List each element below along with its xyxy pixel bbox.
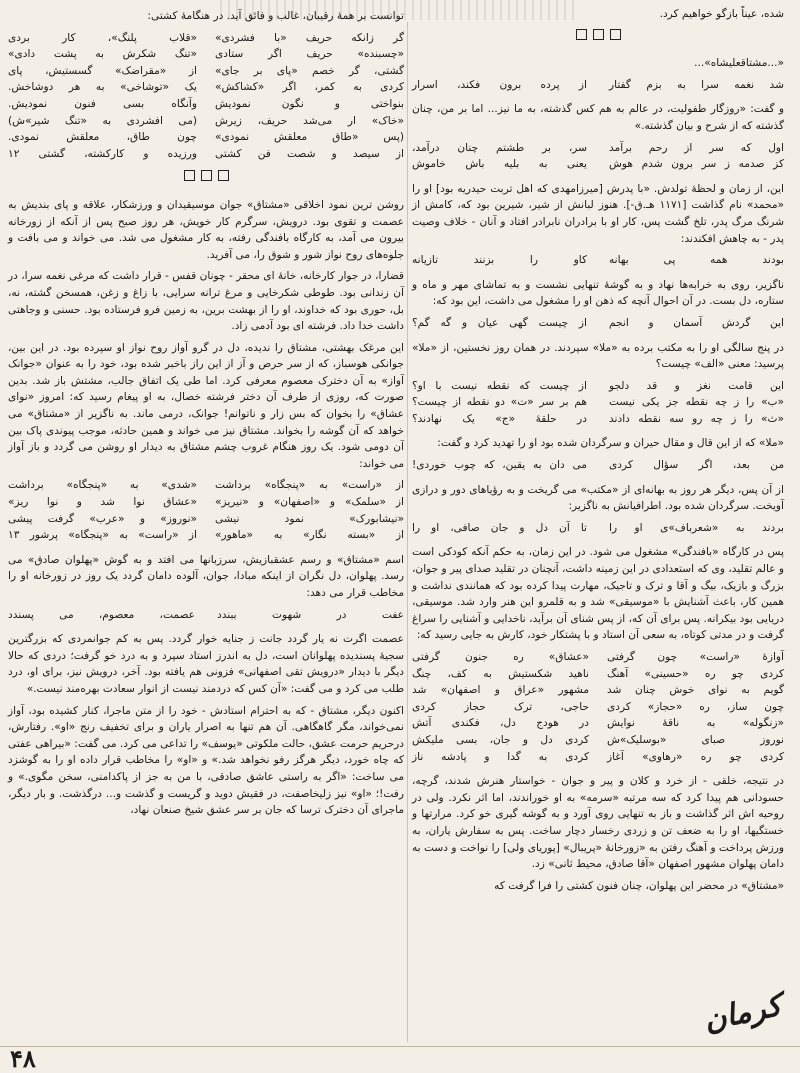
poem-block bbox=[412, 649, 784, 765]
paragraph: اکنون دیگر، مشتاق - که به احترام استادش - خود را از متن ماجرا، کنار کشیده بود، آواز نمی‌خواند، مگر گاهگاهی. آن هم تنها به اصرار یاران و برای تخفیف رنج «او». رفتارش، درحریم حرمت عشق، حالت ملکوتی «یوسف» را تداعی می کرد. می گفت: «بیراهی عفتی که چاه خورد، دیگر هرگز رفو نخواهد شد.» و «او» را مخاطب قرار داده او را به گوشزد می ساخت: «اگر به راستی عاشق صادقی، با من به جز از پاکدامنی، سخن مگوی.» و رفت!؛ «او» نیز زلیخاصفت، در فقیش دوید و گریست و گذشت و... درگذشت. و بار دیگر، ماجرای آن دخترک ترسا که جان بر سر عشق شیخ صنعان نهاد، bbox=[8, 704, 404, 817]
verse-line: «ث» را ز چه رو سه نقطه دادند bbox=[609, 412, 784, 425]
verse-line: ورزیده و کارکشته، گشتی ۱۲ bbox=[8, 147, 197, 160]
verse-line: از «مقراضک» گسستیش، پای bbox=[8, 64, 197, 77]
paragraph: عصمت اگرت نه یار گردد جانت ز جنایه خوار گردد. پس به کم جوانمردی که بزرگترین سجیهٔ پسندیده پهلوانان است، دل به اندرز استاد سپرد و به درد خو گرفت؛ دردی که حالا دیگر با دیدار «درویش تقی اصفهانی» فزونی هم یافته بود. آخر، درویش نیز، برای او، درد طلب می کرد و می گفت: «آن کس که دردمند نیست از انوار سعادت بهره‌مند نیست.» bbox=[8, 633, 404, 695]
verse-line: حاجی، ترک حجاز کردی bbox=[412, 700, 589, 713]
paragraph: این مرغک بهشتی، مشتاق را ندیده، دل در گرو آواز روح نواز او سپرده بود. در این بین، جوانکی هوسباز، که از سر حرص و آز از این راز باخبر شده بود، خود را به عنوان «جوانک آواز» به آن دخترک معصوم معرفی کرد. اما طی یک اتفاق جالب، مشتش باز شد. بدین صورت که، روزی از طرف آن دختر فرشته خصال، به او پیغام رسید که: امروز «نوای عشاق» را بخوان که بس زار و ناتوانم! جوانک، درمی ماند. به ناگزیر از «مشتاق» می خواهد که آن گوشه را بخواند. مشتاق نیز می خواند و همین حادثه، موجب پیوندی پاک بین آن دومی شود. یک روز هنگام غروب چشم مشتاق به دیدار او روشن می گردد و باز آواز می خواند: bbox=[8, 341, 404, 470]
verse-line: کردی چو ره «رهاوی» آغاز bbox=[607, 750, 784, 763]
verse-line: آوازهٔ «راست» چون گرفتی bbox=[607, 651, 784, 663]
section-separator bbox=[412, 29, 784, 46]
verse-line: از «راست» به «پنجگاه» پرشور ۱۳ bbox=[8, 529, 197, 542]
paragraph: روشن ترین نمود اخلاقی «مشتاق» جوان موسیقیدان و ورزشکار، علاقه و پای بندیش به عصمت و تقوی بود. درویش، سرگرم کار خویش، هر روز صبح پس از آنکه از زورخانه بیرون می آمد، به کارگاه بافندگی رفته، به کار مشغول می شد. می خواند و می بافت و جلوه‌های روح نواز شور و شوق را، می آفرید. bbox=[8, 198, 404, 261]
paragraph: ناگزیر، روی به خرابه‌ها نهاد و به گوشهٔ تنهایی نشست و به تماشای مهر و ماه و ستاره، دل بست. در آن احوال آنچه که ذهن او را مشغول می داشت، این بود که: bbox=[412, 278, 784, 308]
poem-block bbox=[8, 477, 404, 543]
magazine-logo: کرمان bbox=[700, 987, 785, 1039]
verse-line: یک «توشاخی» به هر دوشاخش. bbox=[8, 81, 197, 94]
verse bbox=[412, 252, 784, 269]
verse-line: کردی چو ره «حسینی» آهنگ bbox=[607, 667, 784, 680]
verse-line: «عشاق نوا شد و نوا ریز» bbox=[8, 496, 197, 509]
verse bbox=[412, 140, 784, 173]
verse-line: تا آن دل و جان صافی، او را bbox=[412, 521, 587, 534]
paragraph: از آن پس، دیگر هر روز به بهانه‌ای از «مکتب» می گریخت و به رؤیاهای دور و درازی آویخت. سرگردان شده بود. اطرافیانش به ناگزیر: bbox=[412, 483, 784, 513]
verse-line: کردی به کمر، اگر «کشاکش» bbox=[215, 81, 404, 94]
verse-line: گشتی، گر خصم «پای بر جای» bbox=[215, 64, 404, 77]
verse-line: کز صدمه ز سر برون شدم هوش bbox=[609, 158, 784, 171]
verse-line: «زنگوله» به ناقهٔ نوایش bbox=[607, 717, 784, 730]
paragraph: این، از زمان و لحظهٔ تولدش. «با پدرش [میرزامهدی که اهل تربت حیدریه بود] او را «محمد» نام گذاشت [۱۱۷۱ هـ.ق-]. هنوز لبانش از شیر، شیرین بود که، کامش از شرنگ مرگ پدر، تلخ گشت پس، کار او با برادران نابرادر افتاد و آنان - خلاف وصیت پدر - به چاهش افکندند: bbox=[412, 182, 784, 245]
paragraph: شده، عیناً بازگو خواهیم کرد. bbox=[659, 8, 784, 20]
verse-line: چون طاق، معلقش نمودی. bbox=[8, 131, 197, 144]
verse-line: «تنگ شکرش به پشت دادی» bbox=[8, 48, 197, 61]
verse-line: عصمت، معصوم، می پسندد bbox=[8, 608, 195, 621]
paragraph: و گفت: «روزگار طفولیت، در عالم به هم کس گذشته، به ما نیز... اما بر من، چنان گذشته که از شرح و بیان گذشته.» bbox=[412, 103, 784, 132]
verse-line: عفت در شهوت ببندد bbox=[217, 608, 404, 621]
verse-line: می دان به یقین، که چوب خوردی! bbox=[412, 459, 587, 472]
verse-line: بردند به «شعرباف»ی او را bbox=[609, 521, 784, 534]
verse-line: (می افشردی به «تنگ شیر»ش) bbox=[8, 114, 197, 127]
verse-line: این گردش آسمان و انجم bbox=[609, 316, 784, 329]
verse-line: چون ساز، ره «حجاز» کردی bbox=[607, 700, 784, 713]
column-divider bbox=[407, 22, 408, 1042]
verse-line: شد نغمه سرا به بزم گفتار bbox=[609, 78, 784, 91]
section-separator bbox=[8, 170, 404, 187]
paragraph: قضارا، در جوار کارخانه، خانهٔ ای محقر - چونان قفس - قرار داشت که مرغی نغمه سرا، در آن زندانی بود. طوطی شکرخایی و مرغ ترانه سرایی، با زاغ و زغن، همسخن گشته، نه، بل، حوری بود که خداوند، او را از بهشت برین، به زمین فرو فرستاده بود. حسنی و وجاهتی داشت خدا داد. فرشته ای بود آدمی زاد. bbox=[8, 270, 404, 333]
footer-rule bbox=[0, 1046, 800, 1047]
poem-block bbox=[8, 30, 404, 163]
verse-line: در هودج دل، فکندی آتش bbox=[412, 717, 589, 730]
page-number: ۴۸ bbox=[10, 1044, 36, 1073]
verse bbox=[412, 378, 784, 428]
verse-line: «چسبنده» حریف اگر ستادی bbox=[215, 48, 404, 61]
verse bbox=[412, 77, 784, 94]
verse-line: (پس «طاق معلقش نمودی» bbox=[215, 131, 404, 144]
verse-line: ناهید شکستیش به کف، چنگ bbox=[412, 667, 589, 680]
verse-line: «شدی» به «پنجگاه» برداشت bbox=[8, 479, 197, 492]
verse-line: از «سلمک» و «اصفهان» و «نیریز» bbox=[215, 496, 404, 509]
verse-line: از چیست گهی عیان و گه گم؟ bbox=[412, 316, 587, 329]
verse-line: هم بر سر «ت» دو نقطه از چیست؟ bbox=[412, 396, 587, 409]
verse-line: یعنی به بلیه باش خاموش bbox=[412, 158, 587, 171]
verse-line: از «راست» به «پنجگاه» برداشت bbox=[215, 479, 404, 492]
verse-line: گویم به نوای خوش چنان شد bbox=[607, 684, 784, 697]
verse-line: «قلاب پلنگ»، کار بردی bbox=[8, 31, 197, 44]
verse-line: گر زانکه حریف «با فشردی» bbox=[215, 31, 404, 44]
verse-line: اول که سر از رحم برآمد bbox=[609, 141, 784, 154]
section-subhead: «...مشتاقعلیشاه»... bbox=[694, 57, 784, 70]
verse-line: «عشاق» ره جنون گرفتی bbox=[412, 651, 589, 663]
verse-line: نوروز صبای «بوسلیک»ش bbox=[607, 733, 784, 746]
verse-line: بنواختی و نگون نمودیش bbox=[215, 97, 404, 110]
verse bbox=[412, 315, 784, 332]
verse-line: «ب» را ز چه نقطه جز یکی نیست bbox=[609, 396, 784, 409]
verse-line: وآنگاه بسی فنون نمودیش. bbox=[8, 97, 197, 110]
paragraph: در پنج سالگی او را به مکتب برده به «ملا» سپردند. در همان روز نخستین، از «ملا» پرسید: معنی «الف» چیست؟ bbox=[412, 341, 784, 371]
paragraph: اسم «مشتاق» و رسم عشقبازیش، سرزبانها می افتد و به گوش «پهلوان صادق» می رسد. پهلوان، دل نگران از اینکه مبادا، جوان، آلوده دامان گردد یک روز در زورخانه او را مخاطب قرار می دهد: bbox=[8, 553, 404, 599]
verse-line: کاو را بزنند تازیانه bbox=[412, 254, 587, 267]
verse-line: کردی دل و جان، بسی ملیکش bbox=[412, 733, 589, 746]
paragraph: «ملا» که از این قال و مقال حیران و سرگردان شده بود او را تهدید کرد و گفت: bbox=[437, 437, 784, 450]
verse-line: در حلقهٔ «ج» یک نهادند؟ bbox=[412, 412, 587, 425]
verse bbox=[412, 520, 784, 537]
paragraph: در نتیجه، خلقی - از خرد و کلان و پیر و جوان - خواستار هنرش شدند، گرچه، حسودانی هم پیدا کرد که سه مرتبه «سرمه» به او خوراندند، اما اثر نکرد. ولی در روحیه اش اثر گذاشت و باز به تنهایی روی آورد و به گوشه گیری خو کرد. مرارتها و خستگیها، او را به ضعف تن و زردی رخسار دچار ساخت. پس به سفارش یاران، به ورزش پرداخت و آهنگ رفتن به «زورخانهٔ «پریبال» [پوریای ولی] را نواخت و دست به دامان پهلوان مشهور اصفهان «آقا صادق، محیط ثانی» زد. bbox=[412, 775, 784, 871]
verse-line: از «بسته نگار» به «ماهور» bbox=[215, 529, 404, 542]
verse-line: مشهور «عراق و اصفهان» شد bbox=[412, 684, 589, 697]
paragraph: «مشتاق» در محضر این پهلوان، چنان فنون کشتی را فرا گرفت که bbox=[494, 879, 784, 892]
verse-line: «خاک» ار می‌شد حریف، زیرش bbox=[215, 114, 404, 127]
verse-line: از سیصد و شصت فن کشتی bbox=[215, 147, 404, 160]
verse-line: کردی به گدا و پادشه ناز bbox=[412, 750, 589, 763]
verse-line: این قامت نغز و قد دلجو bbox=[609, 379, 784, 392]
verse-line: از پرده برون فکند، اسرار bbox=[412, 78, 587, 91]
paragraph: توانست بر همهٔ رقیبان، غالب و فائق آید. در هنگامهٔ کشتی: bbox=[147, 10, 404, 22]
verse-line: «نیشابورک» نمود نیشی bbox=[215, 512, 404, 525]
paragraph: پس در کارگاه «بافندگی» مشغول می شود. در این زمان، به حکم آنکه کودکی است و عالم تقلید، وی که استعدادی در این زمینه داشت، آنچنان در تقلید صدای پیر و جوان، بزرگ و بازیک، بیگ و آقا و ترک و تاجیک، مهارت پیدا کرده بود که همانندی نداشت و همین کار، باعث آشنایش با «موسیقی» شد و به قلمرو این هنر وارد شد. موسیقی، دریایی بود بیکرانه. پس برای آن که، از پس شنای آن برآید، ناخدایی و آشنایی را سراغ گرفت و در مدتی کوتاه، به سعی آن استاد و با پشتکار خود، کارش به جایی رسید که: bbox=[412, 546, 784, 642]
verse-line: «نوروز» و «عرب» گرفت پیشی bbox=[8, 512, 197, 525]
verse bbox=[412, 457, 784, 474]
verse-line: من بعد، اگر سؤال کردی bbox=[609, 459, 784, 472]
verse-line: سر، بر طشتم چنان درآمد، bbox=[412, 141, 587, 154]
verse bbox=[8, 607, 404, 624]
verse-line: بودند همه پی بهانه bbox=[609, 254, 784, 267]
right-column bbox=[412, 6, 784, 899]
verse-line: از چیست که نقطه نیست با او؟ bbox=[412, 379, 587, 392]
left-column bbox=[8, 8, 404, 824]
